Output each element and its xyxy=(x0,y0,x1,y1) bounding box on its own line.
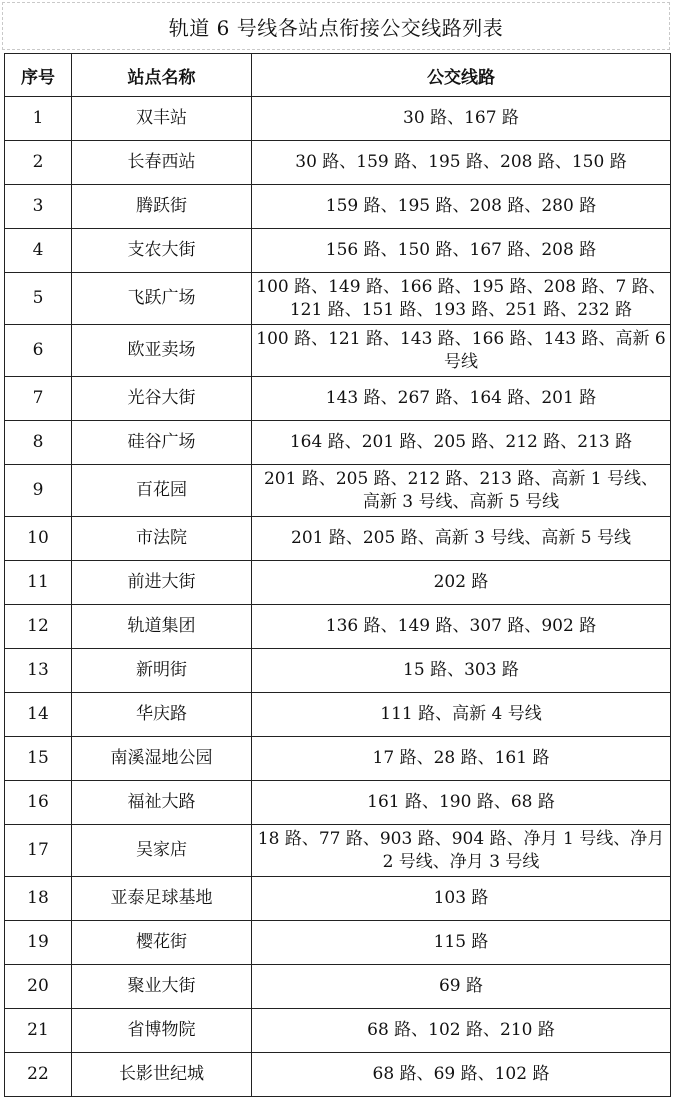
cell-no: 8 xyxy=(5,421,72,465)
cell-routes: 201 路、205 路、高新 3 号线、高新 5 号线 xyxy=(252,517,671,561)
table-row xyxy=(5,465,671,517)
table-row xyxy=(5,605,671,649)
cell-routes: 143 路、267 路、164 路、201 路 xyxy=(252,377,671,421)
cell-routes: 164 路、201 路、205 路、212 路、213 路 xyxy=(252,421,671,465)
cell-station: 吴家店 xyxy=(72,825,252,877)
cell-routes: 161 路、190 路、68 路 xyxy=(252,781,671,825)
cell-station: 硅谷广场 xyxy=(72,421,252,465)
cell-no: 21 xyxy=(5,1009,72,1053)
table-row xyxy=(5,517,671,561)
table-row xyxy=(5,421,671,465)
header-row xyxy=(5,54,671,97)
table-title: 轨道 6 号线各站点衔接公交线路列表 xyxy=(2,2,670,50)
cell-no: 2 xyxy=(5,141,72,185)
table-row xyxy=(5,693,671,737)
cell-routes: 111 路、高新 4 号线 xyxy=(252,693,671,737)
table-row xyxy=(5,649,671,693)
table-row xyxy=(5,229,671,273)
cell-station: 腾跃街 xyxy=(72,185,252,229)
cell-station: 光谷大街 xyxy=(72,377,252,421)
cell-routes: 69 路 xyxy=(252,965,671,1009)
header-routes: 公交线路 xyxy=(252,54,671,97)
table-row xyxy=(5,141,671,185)
cell-no: 3 xyxy=(5,185,72,229)
cell-no: 10 xyxy=(5,517,72,561)
cell-station: 聚业大街 xyxy=(72,965,252,1009)
table-row xyxy=(5,1009,671,1053)
cell-no: 11 xyxy=(5,561,72,605)
cell-station: 樱花街 xyxy=(72,921,252,965)
cell-no: 19 xyxy=(5,921,72,965)
cell-station: 支农大街 xyxy=(72,229,252,273)
cell-station: 双丰站 xyxy=(72,97,252,141)
cell-no: 20 xyxy=(5,965,72,1009)
cell-routes: 68 路、69 路、102 路 xyxy=(252,1053,671,1097)
cell-no: 6 xyxy=(5,325,72,377)
cell-no: 4 xyxy=(5,229,72,273)
cell-routes: 17 路、28 路、161 路 xyxy=(252,737,671,781)
table-row xyxy=(5,781,671,825)
cell-station: 南溪湿地公园 xyxy=(72,737,252,781)
table-row xyxy=(5,1053,671,1097)
cell-routes: 202 路 xyxy=(252,561,671,605)
cell-routes: 100 路、121 路、143 路、166 路、143 路、高新 6 号线 xyxy=(252,325,671,377)
cell-routes: 18 路、77 路、903 路、904 路、净月 1 号线、净月 2 号线、净月 3 号线 xyxy=(252,825,671,877)
cell-station: 福祉大路 xyxy=(72,781,252,825)
cell-station: 新明街 xyxy=(72,649,252,693)
header-station: 站点名称 xyxy=(72,54,252,97)
cell-routes: 115 路 xyxy=(252,921,671,965)
cell-routes: 156 路、150 路、167 路、208 路 xyxy=(252,229,671,273)
cell-station: 省博物院 xyxy=(72,1009,252,1053)
table-row xyxy=(5,825,671,877)
cell-station: 欧亚卖场 xyxy=(72,325,252,377)
table-row xyxy=(5,965,671,1009)
cell-no: 18 xyxy=(5,877,72,921)
cell-routes: 159 路、195 路、208 路、280 路 xyxy=(252,185,671,229)
cell-station: 华庆路 xyxy=(72,693,252,737)
table-row xyxy=(5,921,671,965)
cell-no: 14 xyxy=(5,693,72,737)
cell-routes: 30 路、159 路、195 路、208 路、150 路 xyxy=(252,141,671,185)
table-row xyxy=(5,185,671,229)
cell-no: 12 xyxy=(5,605,72,649)
cell-station: 市法院 xyxy=(72,517,252,561)
cell-station: 长影世纪城 xyxy=(72,1053,252,1097)
cell-routes: 100 路、149 路、166 路、195 路、208 路、7 路、121 路、151 路、193 路、251 路、232 路 xyxy=(252,273,671,325)
cell-no: 15 xyxy=(5,737,72,781)
cell-station: 百花园 xyxy=(72,465,252,517)
cell-no: 16 xyxy=(5,781,72,825)
cell-no: 22 xyxy=(5,1053,72,1097)
cell-no: 5 xyxy=(5,273,72,325)
cell-station: 长春西站 xyxy=(72,141,252,185)
cell-routes: 201 路、205 路、212 路、213 路、高新 1 号线、高新 3 号线、高新 5 号线 xyxy=(252,465,671,517)
cell-routes: 68 路、102 路、210 路 xyxy=(252,1009,671,1053)
table-row xyxy=(5,325,671,377)
header-no: 序号 xyxy=(5,54,72,97)
cell-no: 17 xyxy=(5,825,72,877)
table-row xyxy=(5,377,671,421)
cell-no: 7 xyxy=(5,377,72,421)
table-row xyxy=(5,877,671,921)
bus-routes-table xyxy=(4,53,671,1097)
table-row xyxy=(5,737,671,781)
cell-routes: 15 路、303 路 xyxy=(252,649,671,693)
cell-routes: 136 路、149 路、307 路、902 路 xyxy=(252,605,671,649)
cell-station: 亚泰足球基地 xyxy=(72,877,252,921)
cell-no: 9 xyxy=(5,465,72,517)
cell-no: 13 xyxy=(5,649,72,693)
cell-station: 飞跃广场 xyxy=(72,273,252,325)
table-row xyxy=(5,273,671,325)
cell-routes: 30 路、167 路 xyxy=(252,97,671,141)
cell-no: 1 xyxy=(5,97,72,141)
cell-station: 轨道集团 xyxy=(72,605,252,649)
cell-station: 前进大街 xyxy=(72,561,252,605)
table-row xyxy=(5,561,671,605)
cell-routes: 103 路 xyxy=(252,877,671,921)
table-row xyxy=(5,97,671,141)
